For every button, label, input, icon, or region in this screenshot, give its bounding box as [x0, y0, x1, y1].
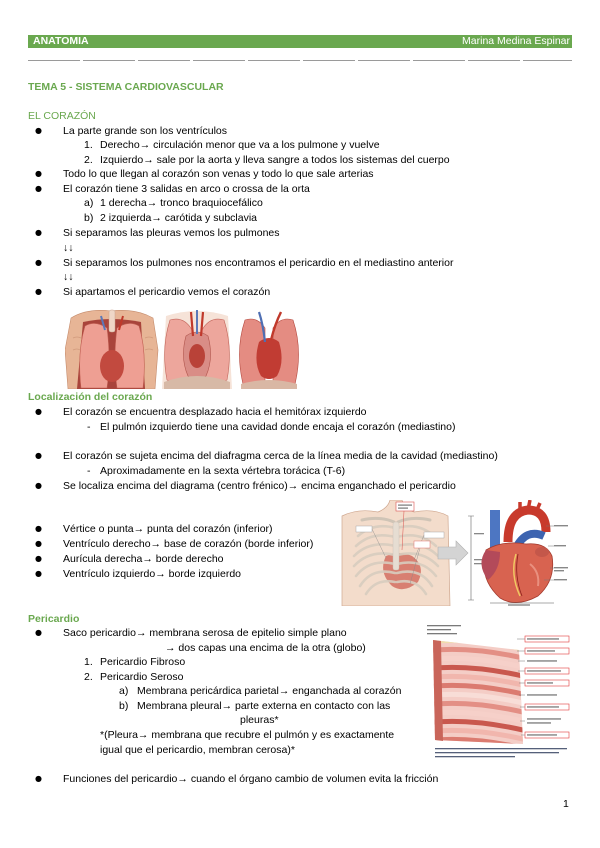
bullet-glyph: ● — [35, 258, 42, 267]
bullet-glyph: ● — [35, 184, 42, 193]
section-heading-localizacion: Localización del corazón — [28, 391, 153, 403]
page-number: 1 — [563, 798, 569, 810]
bullet-glyph: ● — [35, 287, 42, 296]
list-dash: - — [87, 465, 91, 477]
list-number: 2. — [84, 671, 93, 683]
bullet-glyph: ● — [35, 228, 42, 237]
list-item: Se localiza encima del diagrama (centro frénico)→ encima enganchado el pericardio — [63, 480, 456, 492]
list-item: La parte grande son los ventrículos — [63, 125, 228, 137]
list-item: Si separamos las pleuras vemos los pulmones — [63, 227, 280, 239]
subject-label: ANATOMIA — [33, 35, 89, 47]
list-subitem: El pulmón izquierdo tiene una cavidad donde encaja el corazón (mediastino) — [100, 421, 456, 433]
list-subsubitem-continuation: pleuras* — [240, 714, 279, 726]
down-arrows: ↓↓ — [63, 271, 74, 283]
list-item: El corazón tiene 3 salidas en arco o crossa de la orta — [63, 183, 310, 195]
header-bar — [28, 35, 572, 48]
down-arrows: ↓↓ — [63, 242, 74, 254]
heart-illustration — [481, 500, 552, 603]
list-number: 1. — [84, 139, 93, 151]
page-title: TEMA 5 - SISTEMA CARDIOVASCULAR — [28, 81, 224, 93]
pericardium-lungs-illustration — [162, 310, 232, 389]
list-item: Funciones del pericardio→ cuando el órgano cambio de volumen evita la fricción — [63, 773, 439, 785]
figure-label-boxes — [525, 636, 569, 738]
bullet-glyph: ● — [35, 126, 42, 135]
footnote-line: *(Pleura→ membrana que recubre el pulmón y es exactamente — [100, 729, 395, 741]
list-subitem: Izquierdo→ sale por la aorta y lleva sangre a todos los sistemas del cuerpo — [100, 154, 450, 166]
section-heading-pericardio: Pericardio — [28, 613, 80, 625]
list-subsubitem: Membrana pericárdica parietal→ enganchada al corazón — [137, 685, 402, 697]
list-item: Si apartamos el pericardio vemos el corazón — [63, 286, 271, 298]
bullet-glyph: ● — [35, 554, 42, 563]
bullet-glyph: ● — [35, 451, 42, 460]
list-subitem: 2 izquierda→ carótida y subclavia — [100, 212, 257, 224]
list-item: Si separamos los pulmones nos encontramos el pericardio en el mediastino anterior — [63, 257, 454, 269]
bullet-glyph: ● — [35, 628, 42, 637]
tissue-layers-illustration — [425, 640, 535, 751]
list-item: Ventrículo izquierdo→ borde izquierdo — [63, 568, 242, 580]
list-item-continuation: → dos capas una encima de la otra (globo) — [165, 642, 366, 654]
list-letter: a) — [84, 197, 94, 209]
list-number: 2. — [84, 154, 93, 166]
list-item: Vértice o punta→ punta del corazón (inferior) — [63, 523, 273, 535]
list-dash: - — [87, 421, 91, 433]
lungs-heart-illustrations — [65, 306, 301, 389]
list-letter: b) — [119, 700, 129, 712]
list-item: El corazón se encuentra desplazado hacia el hemitórax izquierdo — [63, 406, 367, 418]
list-letter: b) — [84, 212, 94, 224]
list-item: Ventrículo derecho→ base de corazón (borde inferior) — [63, 538, 314, 550]
list-subitem: Aproximadamente en la sexta vértebra torácica (T-6) — [100, 465, 346, 477]
list-item: El corazón se sujeta encima del diafragma cerca de la línea media de la cavidad (mediastino) — [63, 450, 498, 462]
bullet-glyph: ● — [35, 407, 42, 416]
bullet-glyph: ● — [35, 169, 42, 178]
footnote-line: igual que el pericardio, membran cerosa)* — [100, 744, 295, 756]
thorax-heart-figure — [340, 500, 572, 606]
bullet-glyph: ● — [35, 539, 42, 548]
list-letter: a) — [119, 685, 129, 697]
bullet-glyph: ● — [35, 481, 42, 490]
list-item: Todo lo que llegan al corazón son venas y todo lo que sale arterias — [63, 168, 374, 180]
section-heading-corazon: EL CORAZÓN — [28, 110, 96, 122]
thorax-skeleton-illustration — [342, 500, 450, 606]
list-item: Aurícula derecha→ borde derecho — [63, 553, 224, 565]
list-number: 1. — [84, 656, 93, 668]
list-item: Saco pericardio→ membrana serosa de epitelio simple plano — [63, 627, 347, 639]
author-name: Marina Medina Espinar — [462, 35, 570, 47]
heart-lungs-illustration — [239, 312, 298, 389]
list-subitem: Pericardio Fibroso — [100, 656, 186, 668]
bullet-glyph: ● — [35, 569, 42, 578]
thorax-open-illustration — [65, 310, 158, 389]
bullet-glyph: ● — [35, 524, 42, 533]
list-subitem: 1 derecha→ tronco braquiocefálico — [100, 197, 263, 209]
list-subitem: Derecho→ circulación menor que va a los pulmone y vuelve — [100, 139, 380, 151]
header-divider — [28, 60, 572, 61]
bullet-glyph: ● — [35, 774, 42, 783]
list-subitem: Pericardio Seroso — [100, 671, 184, 683]
pericardium-layers-figure — [425, 622, 573, 762]
list-subsubitem: Membrana pleural→ parte externa en contacto con las — [137, 700, 391, 712]
